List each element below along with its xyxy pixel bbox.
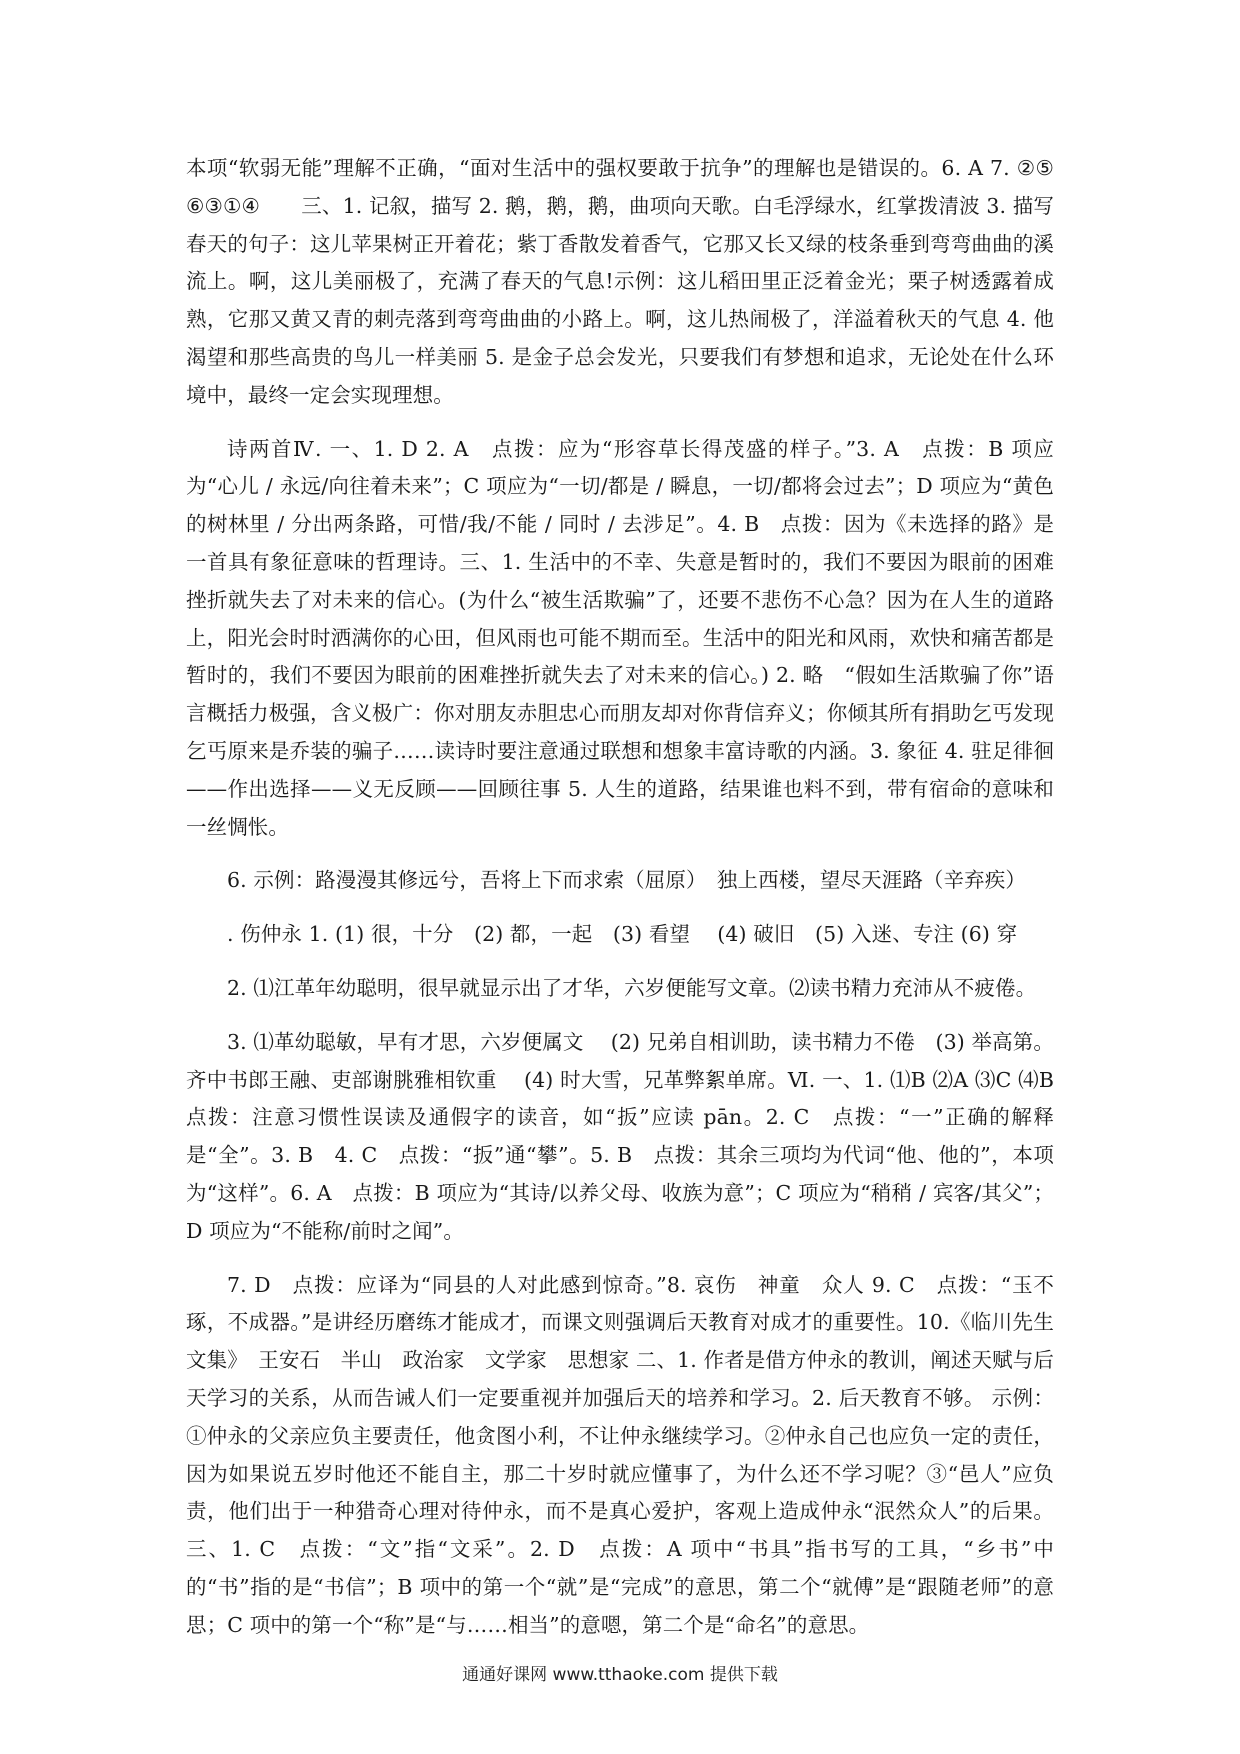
answer-paragraph-4: . 伤仲永 1. (1) 很，十分 (2) 都，一起 (3) 看望 (4) 破旧 (5) 入迷、专注 (6) 穿 [227, 922, 1018, 947]
answer-key-body [186, 150, 1082, 1660]
page-footer: 通通好课网 www.tthaoke.com 提供下载 [462, 1665, 778, 1685]
answer-paragraph-2: 诗两首Ⅳ. 一、1. D 2. A 点拨：应为“形容草长得茂盛的样子。”3. A 点拨：B 项应为“心儿 / 永远/向往着未来”；C 项应为“一切/都是 / 瞬息，一切/都将会过去”；D 项应为“黄色的树林里 / 分出两条路，可惜/我/不能 / 同时 / 去涉足”。4. B 点拨：因为《未选择的路》是一首具有象征意味的哲理诗。三、1. 生活中的不幸、失意是暂时的，我们不要因为眼前的困难挫折就失去了对未来的信心。(为什么“被生活欺骗”了，还要不悲伤不心急？因为在人生的道路上，阳光会时时洒满你的心田，但风雨也可能不期而至。生活中的阳光和风雨，欢快和痛苦都是暂时的，我们不要因为眼前的困难挫折就失去了对未来的信心。) 2. 略 “假如生活欺骗了你”语言概括力极强，含义极广：你对朋友赤胆忠心而朋友却对你背信弃义；你倾其所有捐助乞丐发现乞丐原来是乔装的骗子……读诗时要注意通过联想和想象丰富诗歌的内涵。3. 象征 4. 驻足徘徊——作出选择——义无反顾——回顾往事 5. 人生的道路，结果谁也料不到，带有宿命的意味和一丝惆怅。 [186, 436, 1054, 839]
answer-paragraph-1: 本项“软弱无能”理解不正确，“面对生活中的强权要敢于抗争”的理解也是错误的。6. A 7. ②⑤⑥③①④ 三、1. 记叙，描写 2. 鹅，鹅，鹅，曲项向天歌。白毛浮绿水，红掌拨清波 3. 描写春天的句子：这儿苹果树正开着花；紫丁香散发着香气，它那又长又绿的枝条垂到弯弯曲曲的溪流上。啊，这儿美丽极了，充满了春天的气息!示例：这儿稻田里正泛着金光；栗子树透露着成熟，它那又黄又青的刺壳落到弯弯曲曲的小路上。啊，这儿热闹极了，洋溢着秋天的气息 4. 他渴望和那些高贵的鸟儿一样美丽 5. 是金子总会发光，只要我们有梦想和追求，无论处在什么环境中，最终一定会实现理想。 [186, 156, 1054, 407]
answer-paragraph-6: 3. ⑴革幼聪敏，早有才思，六岁便属文 (2) 兄弟自相训助，读书精力不倦 (3) 举高第。齐中书郎王融、吏部谢朓雅相钦重 (4) 时大雪，兄革弊絮单席。Ⅵ. 一、1. ⑴B ⑵A ⑶C ⑷B 点拨：注意习惯性误读及通假字的读音，如“扳”应读 pān。2. C 点拨：“一”正确的解释是“全”。3. B 4. C 点拨：“扳”通“攀”。5. B 点拨：其余三项均为代词“他、他的”，本项为“这样”。6. A 点拨：B 项应为“其诗/以养父母、收族为意”；C 项应为“稍稍 / 宾客/其父”；D 项应为“不能称/前时之闻”。 [186, 1029, 1082, 1243]
answer-paragraph-7: 7. D 点拨：应译为“同县的人对此感到惊奇。”8. 哀伤 神童 众人 9. C 点拨：“玉不琢，不成器。”是讲经历磨练才能成才，而课文则强调后天教育对成才的重要性。10.《临川先生文集》 王安石 半山 政治家 文学家 思想家 二、1. 作者是借方仲永的教训，阐述天赋与后天学习的关系，从而告诫人们一定要重视并加强后天的培养和学习。2. 后天教育不够。 示例：①仲永的父亲应负主要责任，他贪图小利，不让仲永继续学习。②仲永自己也应负一定的责任，因为如果说五岁时他还不能自主，那二十岁时就应懂事了，为什么还不学习呢？③“邑人”应负责，他们出于一种猎奇心理对待仲永，而不是真心爱护，客观上造成仲永“泯然众人”的后果。三、1. C 点拨：“文”指“文采”。2. D 点拨：A 项中“书具”指书写的工具，“乡书”中的“书”指的是“书信”；B 项中的第一个“就”是“完成”的意思，第二个“就傅”是“跟随老师”的意思；C 项中的第一个“称”是“与……相当”的意嗯，第二个是“命名”的意思。 [186, 1272, 1054, 1637]
answer-paragraph-5: 2. ⑴江革年幼聪明，很早就显示出了才华，六岁便能写文章。⑵读书精力充沛从不疲倦。 [227, 975, 1037, 1000]
answer-paragraph-3: 6. 示例：路漫漫其修远兮，吾将上下而求索（屈原） 独上西楼，望尽天涯路（辛弃疾） [227, 868, 1026, 893]
